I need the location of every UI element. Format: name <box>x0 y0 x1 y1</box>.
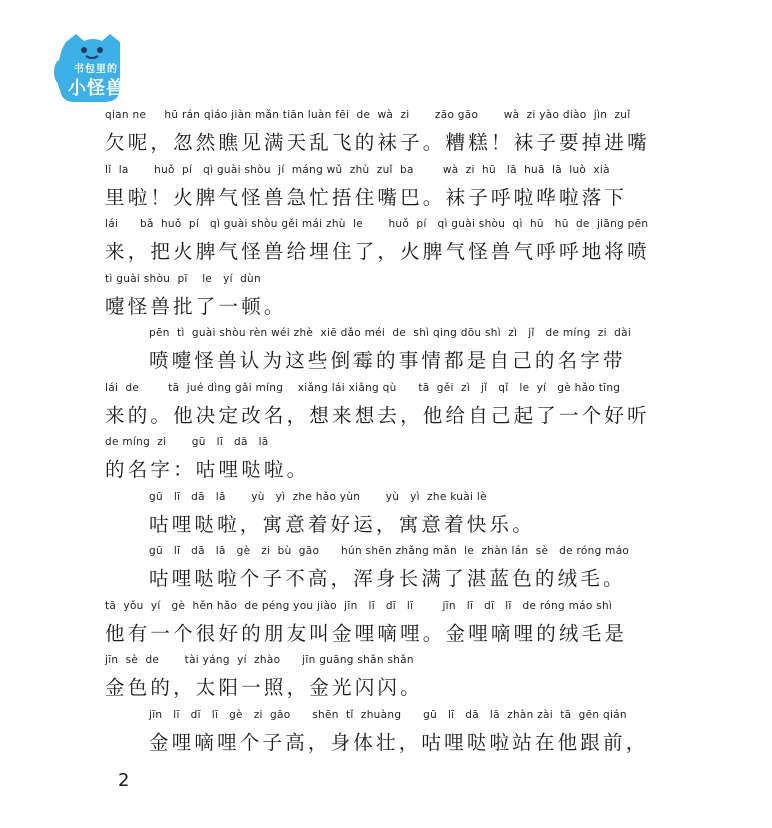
chinese-line: 咕哩哒啦，寓意着好运，寓意着快乐。 <box>149 512 535 536</box>
story-text <box>105 105 685 759</box>
pinyin-line: tā yǒu yí gè hěn hǎo de péng you jiào jīn lī dī lī jīn lī dī lī de róng máo shì <box>105 599 613 612</box>
text-line <box>105 705 685 760</box>
pinyin-line: gū lī dā lā gè zi bù gāo hún shēn zhǎng mǎn le zhàn lán sè de róng máo <box>149 545 630 557</box>
chinese-line: 喷嚏怪兽认为这些倒霉的事情都是自己的名字带 <box>149 349 626 372</box>
chinese-line: 金色的，太阳一照，金光闪闪。 <box>105 676 423 699</box>
pinyin-line: qian ne hū rán qiáo jiàn mǎn tiān luàn fēi de wà zi zāo gāo wà zi yào diào jìn zuǐ <box>105 109 631 121</box>
text-line <box>105 269 685 324</box>
text-line <box>105 650 685 705</box>
text-line <box>105 378 685 433</box>
pinyin-line: lái de tā jué dìng gǎi míng xiǎng lái xiǎng qù tā gěi zì jǐ qǐ le yí gè hǎo tīng <box>105 381 621 394</box>
pinyin-line: gū lī dā lā yù yì zhe hǎo yùn yù yì zhe kuài lè <box>149 490 487 503</box>
page-number: 2 <box>118 770 130 791</box>
pinyin-line: tì guài shòu pī le yí dùn <box>105 272 261 285</box>
chinese-line: 欠呢，忽然瞧见满天乱飞的袜子。糟糕！袜子要掉进嘴 <box>105 131 650 154</box>
book-logo <box>54 32 132 106</box>
text-line <box>105 487 685 542</box>
chinese-line: 他有一个很好的朋友叫金哩嘀哩。金哩嘀哩的绒毛是 <box>105 621 628 645</box>
text-line <box>105 105 685 160</box>
text-line <box>105 160 685 215</box>
pinyin-line: lǐ la huǒ pí qì guài shòu jí máng wǔ zhù zuǐ ba wà zi hū lā huā lā luò xià <box>105 163 610 176</box>
chinese-line: 的名字：咕哩哒啦。 <box>105 458 310 481</box>
text-line <box>105 596 685 651</box>
chinese-line: 来，把火脾气怪兽给埋住了，火脾气怪兽气呼呼地将喷 <box>105 240 650 263</box>
chinese-line: 来的。他决定改名，想来想去，他给自己起了一个好听 <box>105 403 650 427</box>
logo-title: 小怪兽 <box>68 78 125 99</box>
text-line <box>105 432 685 487</box>
pinyin-line: jīn lī dī lī gè zi gāo shēn tǐ zhuàng gū lī dā lā zhàn zài tā gēn qián <box>149 708 627 721</box>
chinese-line: 嚏怪兽批了一顿。 <box>105 294 287 318</box>
pinyin-line: de míng zi gū lī dā lā <box>105 436 269 448</box>
text-line <box>105 323 685 378</box>
logo-subtitle: 书包里的 <box>74 64 118 75</box>
text-line <box>105 214 685 269</box>
pinyin-line: lái bǎ huǒ pí qì guài shòu gěi mái zhù le huǒ pí qì guài shòu qì hū hū de jiāng pēn <box>105 218 649 230</box>
pinyin-line: pēn tì guài shòu rèn wéi zhè xiē dǎo méi de shì qing dōu shì zì jǐ de míng zi dài <box>149 327 632 339</box>
pinyin-line: jīn sè de tài yáng yí zhào jīn guāng shǎn shǎn <box>105 654 414 666</box>
chinese-line: 里啦！火脾气怪兽急忙捂住嘴巴。袜子呼啦哗啦落下 <box>105 185 628 209</box>
text-line <box>105 541 685 596</box>
chinese-line: 咕哩哒啦个子不高，浑身长满了湛蓝色的绒毛。 <box>149 567 626 590</box>
chinese-line: 金哩嘀哩个子高，身体壮，咕哩哒啦站在他跟前， <box>149 730 649 754</box>
